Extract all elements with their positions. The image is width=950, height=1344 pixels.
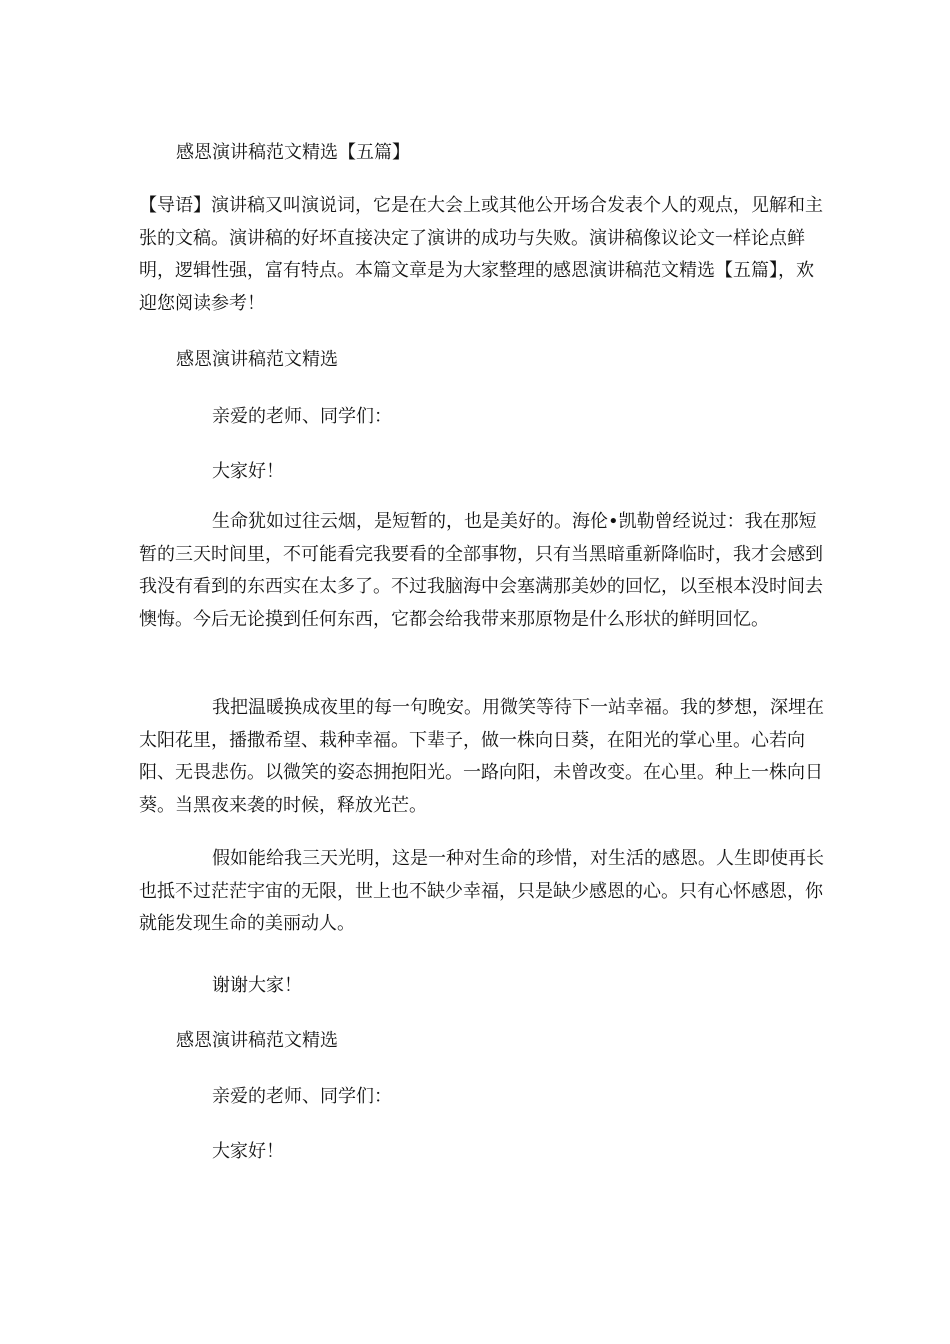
section-heading: 感恩演讲稿范文精选 — [176, 349, 338, 370]
salutation: 亲爱的老师、同学们： — [212, 1086, 392, 1107]
greeting: 大家好！ — [212, 461, 284, 482]
intro-paragraph: 【导语】演讲稿又叫演说词，它是在大会上或其他公开场合发表个人的观点，见解和主张的文稿。演讲稿的好坏直接决定了演讲的成功与失败。演讲稿像议论文一样论点鲜明，逻辑性强，富有特点。本篇文章是为大家整理的感恩演讲稿范文精选【五篇】，欢迎您阅读参考！ — [139, 195, 823, 314]
greeting: 大家好！ — [212, 1141, 284, 1162]
section-heading: 感恩演讲稿范文精选 — [176, 1030, 338, 1051]
document-title: 感恩演讲稿范文精选【五篇】 — [176, 142, 410, 163]
closing: 谢谢大家！ — [212, 975, 302, 996]
salutation: 亲爱的老师、同学们： — [212, 406, 392, 427]
body-paragraph: 假如能给我三天光明，这是一种对生命的珍惜，对生活的感恩。人生即使再长也抵不过茫茫宇宙的无限，世上也不缺少幸福，只是缺少感恩的心。只有心怀感恩，你就能发现生命的美丽动人。 — [139, 848, 824, 934]
body-paragraph: 生命犹如过往云烟，是短暂的，也是美好的。海伦•凯勒曾经说过：我在那短暂的三天时间里，不可能看完我要看的全部事物，只有当黑暗重新降临时，我才会感到我没有看到的东西实在太多了。不过我脑海中会塞满那美妙的回忆，以至根本没时间去懊悔。今后无论摸到任何东西，它都会给我带来那原物是什么形状的鲜明回忆。 — [139, 511, 823, 630]
body-paragraph: 我把温暖换成夜里的每一句晚安。用微笑等待下一站幸福。我的梦想，深埋在太阳花里，播撒希望、栽种幸福。下辈子，做一株向日葵，在阳光的掌心里。心若向阳、无畏悲伤。以微笑的姿态拥抱阳光。一路向阳，未曾改变。在心里。种上一株向日葵。当黑夜来袭的时候，释放光芒。 — [139, 697, 824, 816]
